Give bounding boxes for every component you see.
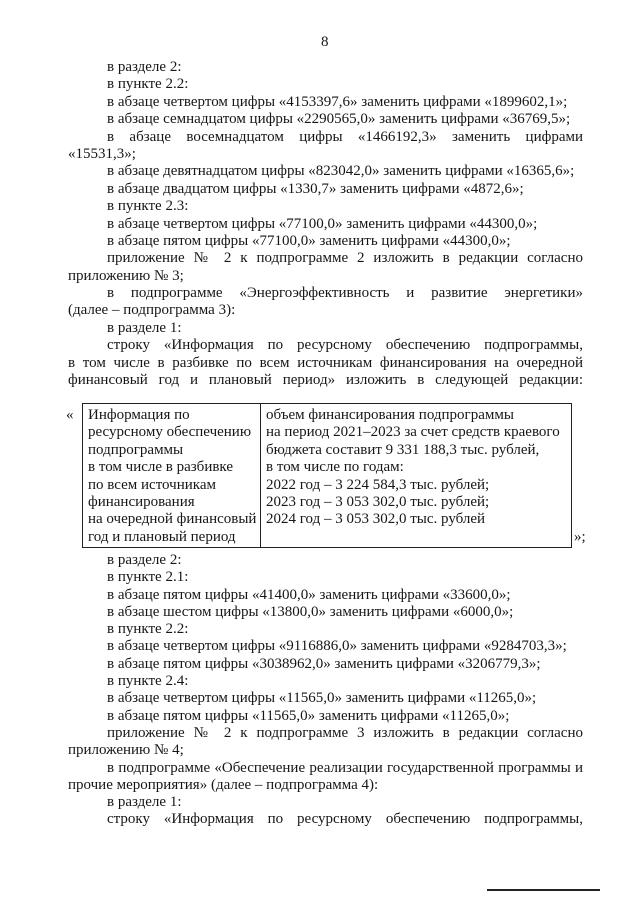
- amendment-line: (далее – подпрограмма 3):: [68, 302, 236, 319]
- label-line: ресурсному обеспечению: [88, 424, 252, 441]
- amendments-after-table: [68, 552, 583, 829]
- close-quote: »;: [574, 529, 586, 545]
- amendment-line: в абзаце пятом цифры «3038962,0» заменить цифрами «3206779,3»;: [107, 655, 541, 672]
- financing-table: [82, 403, 572, 548]
- label-line: Информация по: [88, 407, 190, 423]
- amendment-line: в абзаце двадцатом цифры «1330,7» заменить цифрами «4872,6»;: [107, 180, 524, 197]
- table-value-cell: [261, 404, 571, 547]
- amendment-line: в пункте 2.1:: [107, 569, 189, 586]
- amendment-line: в разделе 2:: [107, 552, 182, 568]
- amendment-line: в пункте 2.2:: [107, 76, 189, 93]
- amendment-line: приложение № 2 к подпрограмме 3 изложить в редакции согласно: [107, 724, 583, 741]
- amendment-line: в абзаце пятом цифры «41400,0» заменить цифрами «33600,0»;: [107, 586, 511, 603]
- amendment-line: в пункте 2.3:: [107, 198, 189, 215]
- amendment-line: в абзаце пятом цифры «11565,0» заменить цифрами «11265,0»;: [107, 707, 510, 724]
- value-line: 2024 год – 3 053 302,0 тыс. рублей: [266, 511, 486, 528]
- amendments-before-table: [68, 59, 583, 389]
- amendment-line: прочие мероприятия» (далее – подпрограмма 4):: [68, 776, 379, 793]
- amendment-line: финансовый год и плановый период» изложить в следующей редакции:: [68, 372, 583, 389]
- amendment-line: в абзаце шестом цифры «13800,0» заменить цифрами «6000,0»;: [107, 603, 514, 620]
- label-line: в том числе в разбивке: [88, 459, 233, 476]
- label-line: подпрограммы: [88, 441, 184, 458]
- amendment-line: в подпрограмме «Энергоэффективность и развитие энергетики»: [107, 285, 583, 302]
- value-line: в том числе по годам:: [266, 459, 404, 476]
- amendment-line: в разделе 2:: [107, 59, 182, 75]
- financing-table-block: [66, 403, 586, 549]
- amendment-line: приложение № 2 к подпрограмме 2 изложить в редакции согласно: [107, 250, 583, 267]
- amendment-line: в пункте 2.2:: [107, 621, 189, 638]
- table-label-cell: [83, 404, 261, 547]
- amendment-line: приложению № 3;: [68, 267, 184, 284]
- amendment-line: строку «Информация по ресурсному обеспечению подпрограммы,: [107, 337, 583, 354]
- amendment-line: в том числе в разбивке по всем источникам финансирования на очередной: [68, 354, 583, 371]
- footer-rule: [487, 889, 600, 891]
- amendment-line: строку «Информация по ресурсному обеспечению подпрограммы,: [107, 811, 583, 828]
- value-line: на период 2021–2023 за счет средств краевого: [266, 424, 560, 441]
- amendment-line: в разделе 1:: [107, 319, 182, 336]
- value-line: 2022 год – 3 224 584,3 тыс. рублей;: [266, 476, 490, 493]
- value-line: объем финансирования подпрограммы: [266, 407, 514, 423]
- open-quote: «: [66, 407, 74, 423]
- amendment-line: в абзаце четвертом цифры «77100,0» заменить цифрами «44300,0»;: [107, 215, 538, 232]
- amendment-line: в разделе 1:: [107, 794, 182, 811]
- amendment-line: в абзаце семнадцатом цифры «2290565,0» заменить цифрами «36769,5»;: [107, 111, 571, 128]
- amendment-line: в абзаце четвертом цифры «4153397,6» заменить цифрами «1899602,1»;: [107, 93, 568, 110]
- amendment-line: в абзаце пятом цифры «77100,0» заменить цифрами «44300,0»;: [107, 232, 511, 249]
- value-line: бюджета составит 9 331 188,3 тыс. рублей,: [266, 441, 540, 458]
- label-line: год и плановый период: [88, 528, 236, 545]
- page-number: 8: [321, 34, 329, 50]
- label-line: финансирования: [88, 493, 195, 510]
- amendment-line: в пункте 2.4:: [107, 673, 189, 690]
- label-line: на очередной финансовый: [88, 511, 257, 528]
- amendment-line: в абзаце четвертом цифры «11565,0» заменить цифрами «11265,0»;: [107, 690, 537, 707]
- amendment-line: «15531,3»;: [68, 145, 136, 162]
- value-line: 2023 год – 3 053 302,0 тыс. рублей;: [266, 493, 490, 510]
- amendment-line: в подпрограмме «Обеспечение реализации государственной программы и: [107, 759, 583, 776]
- amendment-line: в абзаце девятнадцатом цифры «823042,0» заменить цифрами «16365,6»;: [107, 163, 575, 180]
- label-line: по всем источникам: [88, 476, 216, 493]
- amendment-line: в абзаце восемнадцатом цифры «1466192,3» заменить цифрами: [107, 128, 583, 145]
- amendment-line: приложению № 4;: [68, 742, 184, 759]
- amendment-line: в абзаце четвертом цифры «9116886,0» заменить цифрами «9284703,3»;: [107, 638, 567, 655]
